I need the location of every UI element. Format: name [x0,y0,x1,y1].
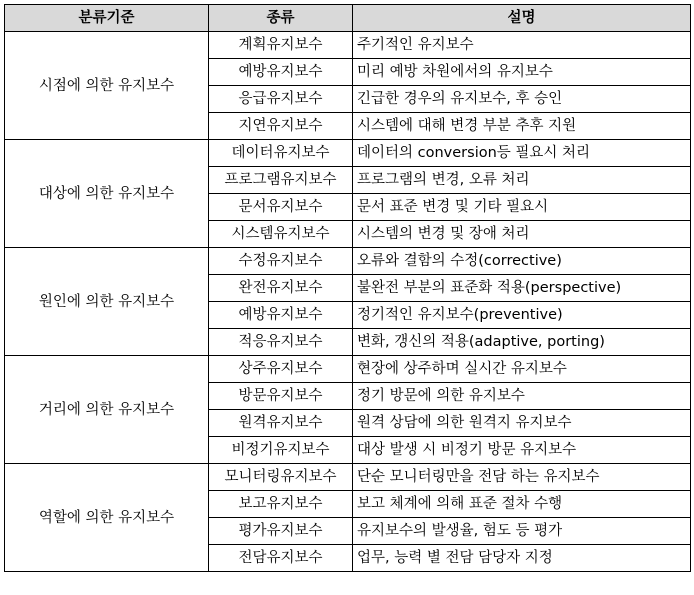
table-row [5,32,691,59]
type-cell: 보고유지보수 [209,491,353,518]
type-cell: 예방유지보수 [209,59,353,86]
type-cell: 예방유지보수 [209,302,353,329]
category-cell: 시점에 의한 유지보수 [5,32,209,140]
category-cell: 대상에 의한 유지보수 [5,140,209,248]
description-cell: 현장에 상주하며 실시간 유지보수 [353,356,691,383]
description-cell: 시스템의 변경 및 장애 처리 [353,221,691,248]
description-cell: 변화, 갱신의 적용(adaptive, porting) [353,329,691,356]
type-cell: 적응유지보수 [209,329,353,356]
category-cell: 원인에 의한 유지보수 [5,248,209,356]
description-cell: 정기적인 유지보수(preventive) [353,302,691,329]
header-criteria: 분류기준 [5,5,209,32]
category-cell: 거리에 의한 유지보수 [5,356,209,464]
type-cell: 지연유지보수 [209,113,353,140]
type-cell: 원격유지보수 [209,410,353,437]
table-row [5,248,691,275]
description-cell: 프로그램의 변경, 오류 처리 [353,167,691,194]
table-row [5,356,691,383]
category-cell: 역할에 의한 유지보수 [5,464,209,572]
header-row [5,5,691,32]
description-cell: 보고 체계에 의해 표준 절차 수행 [353,491,691,518]
description-cell: 미리 예방 차원에서의 유지보수 [353,59,691,86]
table-row [5,464,691,491]
type-cell: 전담유지보수 [209,545,353,572]
description-cell: 업무, 능력 별 전담 담당자 지정 [353,545,691,572]
description-cell: 문서 표준 변경 및 기타 필요시 [353,194,691,221]
description-cell: 데이터의 conversion등 필요시 처리 [353,140,691,167]
description-cell: 원격 상담에 의한 원격지 유지보수 [353,410,691,437]
description-cell: 대상 발생 시 비정기 방문 유지보수 [353,437,691,464]
type-cell: 평가유지보수 [209,518,353,545]
type-cell: 상주유지보수 [209,356,353,383]
type-cell: 완전유지보수 [209,275,353,302]
type-cell: 시스템유지보수 [209,221,353,248]
type-cell: 모니터링유지보수 [209,464,353,491]
description-cell: 주기적인 유지보수 [353,32,691,59]
description-cell: 시스템에 대해 변경 부분 추후 지원 [353,113,691,140]
table-row [5,140,691,167]
maintenance-classification-table [4,4,691,572]
description-cell: 긴급한 경우의 유지보수, 후 승인 [353,86,691,113]
description-cell: 유지보수의 발생율, 험도 등 평가 [353,518,691,545]
type-cell: 수정유지보수 [209,248,353,275]
description-cell: 단순 모니터링만을 전담 하는 유지보수 [353,464,691,491]
type-cell: 비정기유지보수 [209,437,353,464]
type-cell: 응급유지보수 [209,86,353,113]
type-cell: 방문유지보수 [209,383,353,410]
header-type: 종류 [209,5,353,32]
type-cell: 문서유지보수 [209,194,353,221]
description-cell: 불완전 부분의 표준화 적용(perspective) [353,275,691,302]
description-cell: 정기 방문에 의한 유지보수 [353,383,691,410]
type-cell: 데이터유지보수 [209,140,353,167]
description-cell: 오류와 결함의 수정(corrective) [353,248,691,275]
header-description: 설명 [353,5,691,32]
type-cell: 프로그램유지보수 [209,167,353,194]
type-cell: 계획유지보수 [209,32,353,59]
